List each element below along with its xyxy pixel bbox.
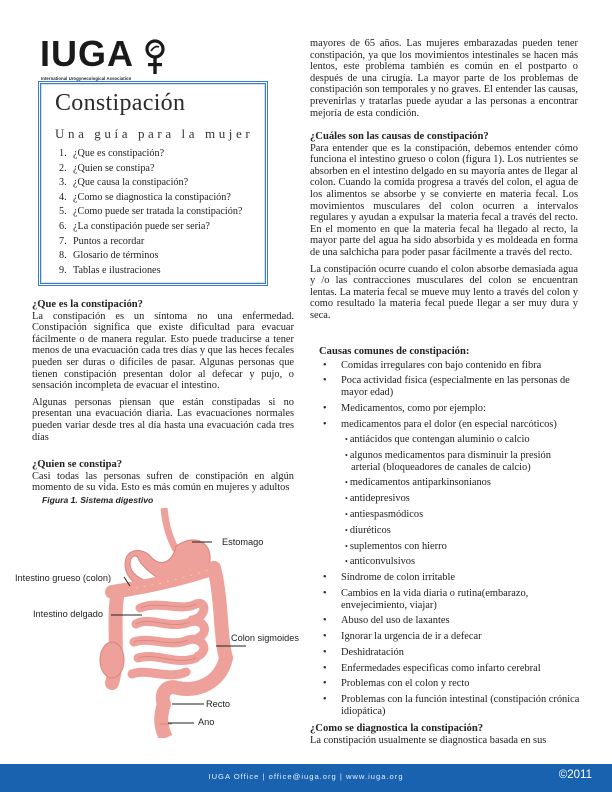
toc-item-number: 8. (59, 250, 67, 262)
label-small-intestine: Intestino delgado (33, 609, 103, 619)
cause-label: antiácidos que contengan aluminio o calcio (349, 434, 530, 446)
cause-label: suplementos con hierro (349, 540, 447, 552)
toc-item-number: 7. (59, 235, 67, 247)
descending-colon-shape (214, 568, 226, 658)
cause-label: medicamentos para el dolor (en especial narcóticos) (341, 418, 557, 430)
paragraph: La constipación es un síntoma no una enfermedad. Constipación significa que existe dificultad para evacuar fácilmente o de manera regular. Esto puede traducirse a tener menos de una evacuación cada tres días y que las heces fecales pueden ser duras o difíciles de pasar. Algunas personas que tienen constipación presentan dolor al defecar y pujo, o sensación incompleta de evacuar el intestino. (32, 310, 294, 392)
cause-item (319, 663, 581, 675)
section-heading: ¿Quien se constipa? (32, 459, 123, 470)
label-rectum: Recto (206, 699, 231, 709)
cause-label: Problemas con la función intestinal (constipación crónica idiopática) (341, 694, 580, 717)
toc-item-label: Puntos a recordar (73, 235, 145, 247)
bullet-icon: • (345, 557, 350, 567)
toc-item[interactable] (59, 220, 242, 235)
toc-item-number: 2. (59, 162, 67, 174)
bullet-icon: • (345, 525, 350, 535)
cause-subitem (319, 493, 581, 505)
toc-item[interactable] (59, 235, 242, 250)
section-heading: Causas comunes de constipación: (319, 346, 470, 357)
toc-item-number: 1. (59, 148, 67, 159)
toc-item[interactable] (59, 264, 242, 279)
sigmoid-colon-shape (163, 658, 226, 704)
digestive-system-illustration (0, 508, 310, 738)
paragraph: Para entender que es la constipación, debemos entender cómo funciona el intestino grueso o colon (figura 1). Los nutrientes se absorben en el intestino delgado en su mayoría antes de llegar al colon. Cuando la comida progresa a través del colon, el agua de los alimentos se absorbe y se convierte en materia fecal. Los movimientos musculares del colon ocurren a intervalos regulares y ayudan a expulsar la materia fecal a través del recto. En el momento en que la materia fecal ha llegado al recto, la mayor parte del agua ha sido absorbida y es moldeada en forma de una salchicha para poder pasar fácilmente a través del recto. (310, 142, 578, 258)
cause-label: antidepresivos (349, 493, 410, 505)
cause-item (319, 631, 581, 643)
section-who (32, 459, 294, 499)
section-heading: ¿Cuáles son las causas de constipación? (310, 131, 489, 142)
toc-item-number: 3. (59, 177, 67, 189)
cause-label: Medicamentos, como por ejemplo: (341, 402, 486, 414)
toc-list (59, 147, 242, 278)
cause-label: Síndrome de colon irritable (341, 572, 455, 584)
small-intestine-shape (132, 603, 204, 674)
toc-item-number: 5. (59, 206, 67, 218)
cause-label: Enfermedades especificas como infarto cerebral (341, 662, 541, 674)
paragraph: Algunas personas piensan que están constipadas si no presentan una evacuación diaria. Las evacuaciones normales pueden variar desde tres al día hasta una evacuación cada tres días (32, 396, 294, 443)
section-common-causes (319, 346, 581, 722)
table-of-contents-box (38, 81, 268, 286)
toc-item[interactable] (59, 205, 242, 220)
cause-subitem (319, 477, 581, 489)
bullet-icon: • (345, 435, 350, 445)
cause-label: antiespasmódicos (349, 509, 424, 521)
cause-item (319, 647, 581, 659)
toc-item-number: 6. (59, 220, 67, 232)
bullet-icon: • (345, 541, 350, 551)
section-heading: ¿Como se diagnostica la constipación? (310, 723, 484, 734)
digestive-system-figure (0, 508, 310, 738)
label-stomach: Estomago (222, 537, 264, 547)
toc-item-number: 9. (59, 264, 67, 276)
esophagus-shape (164, 508, 176, 550)
section-causes (310, 131, 578, 327)
bullet-icon: • (345, 451, 350, 461)
label-anus: Ano (198, 717, 215, 727)
toc-item[interactable] (59, 249, 242, 264)
paragraph: La constipación usualmente se diagnostica basada en sus (310, 734, 547, 746)
bullet-icon: • (345, 494, 350, 504)
cause-label: algunos medicamentos para disminuir la presión arterial (bloqueadores de canales de calcio) (349, 450, 551, 473)
cause-subitem (319, 434, 581, 446)
cause-label: anticonvulsivos (349, 556, 416, 568)
bullet-icon: • (345, 510, 350, 520)
cause-label: Comidas irregulares con bajo contenido en fibra (341, 359, 542, 371)
toc-item-label: ¿Quien se constipa? (73, 162, 155, 174)
logo-subtitle: International Urogynecological Association (41, 76, 132, 81)
venus-symbol-icon (144, 38, 166, 76)
cause-label: Problemas con el colon y recto (341, 678, 470, 690)
bullet-icon: • (345, 478, 350, 488)
section-diagnosis (310, 723, 578, 751)
cause-label: Cambios en la vida diaria o rutina(embarazo, envejecimiento, viajar) (341, 587, 529, 611)
cause-label: medicamentos antiparkinsonianos (349, 477, 491, 489)
cause-item (319, 615, 581, 627)
toc-item[interactable] (59, 147, 242, 162)
causes-list (319, 360, 581, 718)
section-heading: ¿Que es la constipación? (32, 299, 143, 310)
cause-item (319, 572, 581, 584)
cause-label: Ignorar la urgencia de ir a defecar (341, 631, 482, 643)
small-intestine-outline (134, 604, 196, 661)
toc-item[interactable] (59, 176, 242, 191)
cause-item (319, 588, 581, 611)
paragraph: La constipación ocurre cuando el colon absorbe demasiada agua y /o las contracciones musculares del colon se encuentran lentas. La materia fecal se mueve muy lento a través del colon y como resultado la materia fecal puede llegar a ser muy dura y seca. (310, 263, 578, 321)
cause-label: diuréticos (349, 524, 391, 536)
footer-contact: IUGA Office | office@iuga.org | www.iuga.org (208, 772, 404, 781)
toc-item-number: 4. (59, 191, 67, 203)
figure-caption: Figura 1. Sistema digestivo (42, 495, 154, 505)
cause-item (319, 419, 581, 431)
cause-subitem (319, 556, 581, 568)
cause-subitem (319, 541, 581, 553)
toc-item[interactable] (59, 191, 242, 206)
copyright: ©2011 (558, 769, 592, 781)
logo-wordmark: IUGA (40, 33, 134, 74)
toc-item-label: Glosario de términos (73, 250, 159, 262)
cause-item (319, 360, 581, 372)
toc-item-label: ¿Que causa la constipación? (73, 177, 189, 189)
toc-item-label: ¿La constipación puede ser seria? (73, 220, 210, 232)
toc-item-label: ¿Como puede ser tratada la constipación? (73, 206, 243, 218)
document-title: Constipación (55, 90, 186, 116)
cause-label: Poca actividad física (especialmente en las personas de mayor edad) (341, 375, 570, 398)
cause-label: Deshidratación (341, 646, 404, 658)
cecum-shape (100, 642, 124, 678)
cause-subitem (319, 509, 581, 521)
label-sigmoid-colon: Colon sigmoides (231, 633, 299, 643)
footer-bar (0, 764, 612, 792)
toc-item[interactable] (59, 162, 242, 177)
cause-label: Abuso del uso de laxantes (341, 615, 450, 627)
section-who-continued (310, 38, 578, 124)
cause-item (319, 678, 581, 690)
paragraph: mayores de 65 años. Las mujeres embarazadas pueden tener constipación, ya que los movimientos intestinales se hacen más lentos, este problema también es común en el postparto o después de una cirugía. La mayor parte de los problemas de constipación son temporales y no graves. El entender las causas, prevenirlas y tratarlas puede ayudar a las personas a encontrar mejoría de esta condición. (310, 38, 578, 119)
document-subtitle: Una guía para la mujer (55, 126, 254, 141)
toc-item-label: Tablas e ilustraciones (73, 264, 161, 276)
rectum-shape (161, 704, 166, 738)
paragraph: Casi todas las personas sufren de constipación en algún momento de su vida. Esto es más común en mujeres y adultos (32, 470, 294, 494)
cause-item (319, 694, 581, 717)
section-what-is (32, 299, 294, 448)
cause-subitem (319, 450, 581, 473)
label-large-intestine: Intestino grueso (colon) (15, 573, 112, 583)
cause-subitem (319, 525, 581, 537)
cause-item (319, 403, 581, 415)
toc-item-label: ¿Como se diagnostica la constipación? (73, 191, 231, 203)
cause-item (319, 375, 581, 398)
toc-item-label: ¿Que es constipación? (73, 148, 165, 159)
